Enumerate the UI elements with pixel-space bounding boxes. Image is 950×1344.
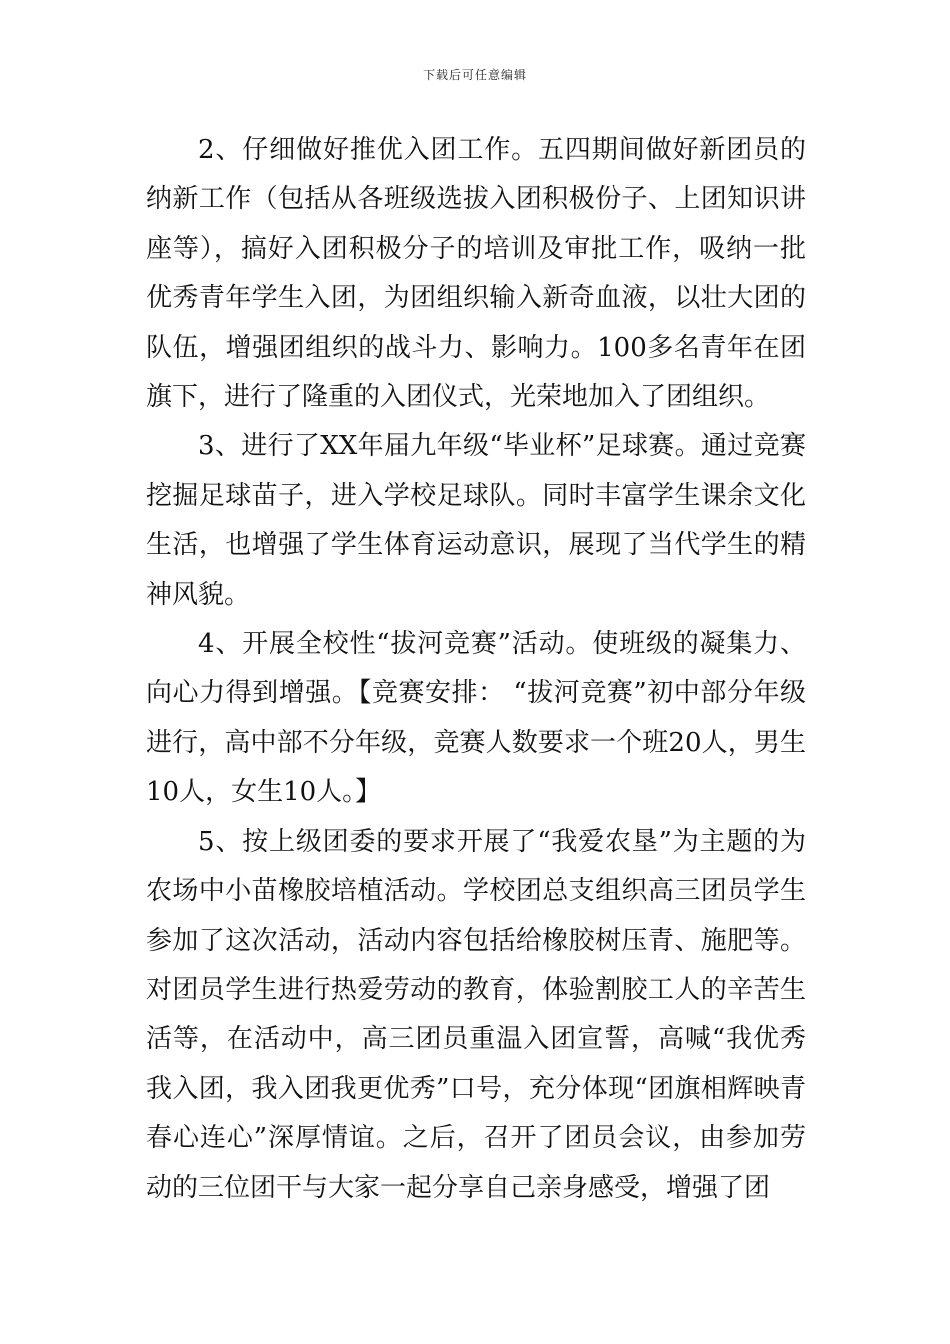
- paragraph-5: 5、按上级团委的要求开展了“我爱农垦”为主题的为农场中小苗橡胶培植活动。学校团总支组织高三团员学生参加了这次活动，活动内容包括给橡胶树压青、施肥等。对团员学生进行热爱劳动的教育，体验割胶工人的辛苦生活等，在活动中，高三团员重温入团宣誓，高喊“我优秀我入团，我入团我更优秀”口号，充分体现“团旗相辉映青春心连心”深厚情谊。之后，召开了团员会议，由参加劳动的三位团干与大家一起分享自己亲身感受，增强了团: [146, 826, 806, 1203]
- page-header: 下载后可任意编辑: [422, 68, 527, 82]
- paragraph-3: 3、进行了XX年届九年级“毕业杯”足球赛。通过竞赛挖掘足球苗子，进入学校足球队。同时丰富学生课余文化生活，也增强了学生体育运动意识，展现了当代学生的精神风貌。: [146, 431, 806, 610]
- paragraph-2: 2、仔细做好推优入团工作。五四期间做好新团员的纳新工作（包括从各班级选拔入团积极份子、上团知识讲座等），搞好入团积极分子的培训及审批工作，吸纳一批优秀青年学生入团，为团组织输入新奇血液，以壮大团的队伍，增强团组织的战斗力、影响力。100多名青年在团旗下，进行了隆重的入团仪式，光荣地加入了团组织。: [146, 135, 806, 413]
- document-body: [146, 126, 806, 1213]
- paragraph-4: 4、开展全校性“拔河竞赛”活动。使班级的凝集力、向心力得到增强。【竞赛安排： “拔河竞赛”初中部分年级进行，高中部不分年级，竞赛人数要求一个班20人，男生10人，女生10人。】: [146, 629, 806, 808]
